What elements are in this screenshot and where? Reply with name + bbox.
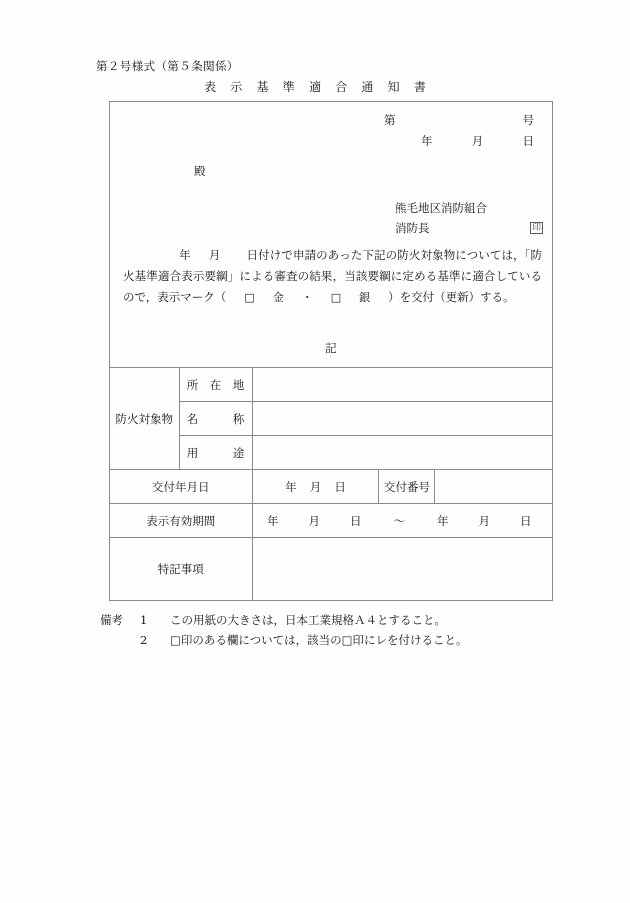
date-day-label: 日 <box>522 134 534 148</box>
issue-date-value[interactable] <box>252 470 379 504</box>
remarks-value[interactable] <box>252 538 552 600</box>
seal-icon: 印 <box>532 222 541 233</box>
table-row <box>110 538 552 600</box>
body-date-day: 日 <box>246 248 259 262</box>
number-prefix-label: 第 <box>384 113 396 127</box>
object-location-label: 所 在 地 <box>179 368 252 402</box>
document-date-line <box>421 133 534 149</box>
checkbox-gold[interactable]: □ <box>244 291 255 304</box>
issuer-block <box>395 198 543 238</box>
checkbox-silver[interactable]: □ <box>330 291 342 304</box>
object-location-value[interactable] <box>252 368 552 402</box>
period-end-year: 年 <box>437 513 449 528</box>
body-date-month: 月 <box>208 248 221 262</box>
object-name-label: 名 称 <box>179 402 252 436</box>
notes-lead-label: 備考 <box>100 613 123 627</box>
period-start-year: 年 <box>267 513 279 528</box>
notes-lead-spacer <box>100 630 140 650</box>
details-table <box>110 367 552 600</box>
table-row <box>110 504 552 538</box>
addressee-honorific: 殿 <box>194 164 206 178</box>
note-item <box>100 610 468 630</box>
issue-date-day: 日 <box>334 479 346 494</box>
issue-number-value[interactable] <box>435 470 552 504</box>
issue-date-month: 月 <box>309 479 322 494</box>
issuer-title: 消防長 <box>395 221 430 235</box>
issue-number-label: 交付番号 <box>379 470 435 504</box>
date-year-label: 年 <box>421 134 433 148</box>
issue-date-label: 交付年月日 <box>110 470 252 504</box>
document-number-line <box>384 112 534 128</box>
option-separator: ・ <box>301 291 313 304</box>
period-tilde: ～ <box>393 513 405 528</box>
issuer-organization: 熊毛地区消防組合 <box>395 201 487 215</box>
validity-period-label: 表示有効期間 <box>110 504 252 538</box>
table-row <box>110 470 552 504</box>
remarks-label: 特記事項 <box>110 538 252 600</box>
body-text-part2: ）を交付（更新）する。 <box>388 290 515 304</box>
issue-date-year: 年 <box>285 479 297 494</box>
form-header-section <box>110 102 552 367</box>
note-index-1: 1 <box>140 613 148 627</box>
note-index-2: 2 <box>140 633 148 647</box>
label-gold: 金 <box>272 291 284 304</box>
period-end-day: 日 <box>520 513 532 528</box>
object-use-value[interactable] <box>252 436 552 470</box>
body-date-year: 年 <box>179 248 191 262</box>
object-label-cell: 防火対象物 <box>110 368 179 470</box>
issuer-title-row <box>395 218 543 238</box>
page-title: 表 示 基 準 適 合 通 知 書 <box>204 80 432 94</box>
ki-heading: 記 <box>325 341 337 355</box>
note-item <box>100 630 468 650</box>
date-month-label: 月 <box>471 134 484 148</box>
period-start-day: 日 <box>350 513 362 528</box>
table-row <box>110 368 552 402</box>
form-number: 第２号様式（第５条関係） <box>96 59 239 73</box>
note-text-2: □印のある欄については，該当の□印にレを付けること。 <box>170 633 468 647</box>
footer-notes <box>100 610 468 650</box>
object-name-value[interactable] <box>252 402 552 436</box>
period-end-month: 月 <box>478 513 490 528</box>
number-suffix-label: 号 <box>522 113 534 127</box>
note-text-1: この用紙の大きさは，日本工業規格Ａ４とすること。 <box>170 613 446 627</box>
object-use-label: 用 途 <box>179 436 252 470</box>
notification-form-box <box>109 101 553 601</box>
period-start-month: 月 <box>308 513 320 528</box>
body-paragraph <box>123 245 542 308</box>
body-text-part1: 付けで申請のあった下記の防火対象物については，「防火基準適合表示要綱」による審査の結果，当該要綱に定める基準に適合しているので，表示マーク（ <box>123 248 543 304</box>
label-silver: 銀 <box>359 291 371 304</box>
validity-period-value[interactable] <box>252 504 552 538</box>
